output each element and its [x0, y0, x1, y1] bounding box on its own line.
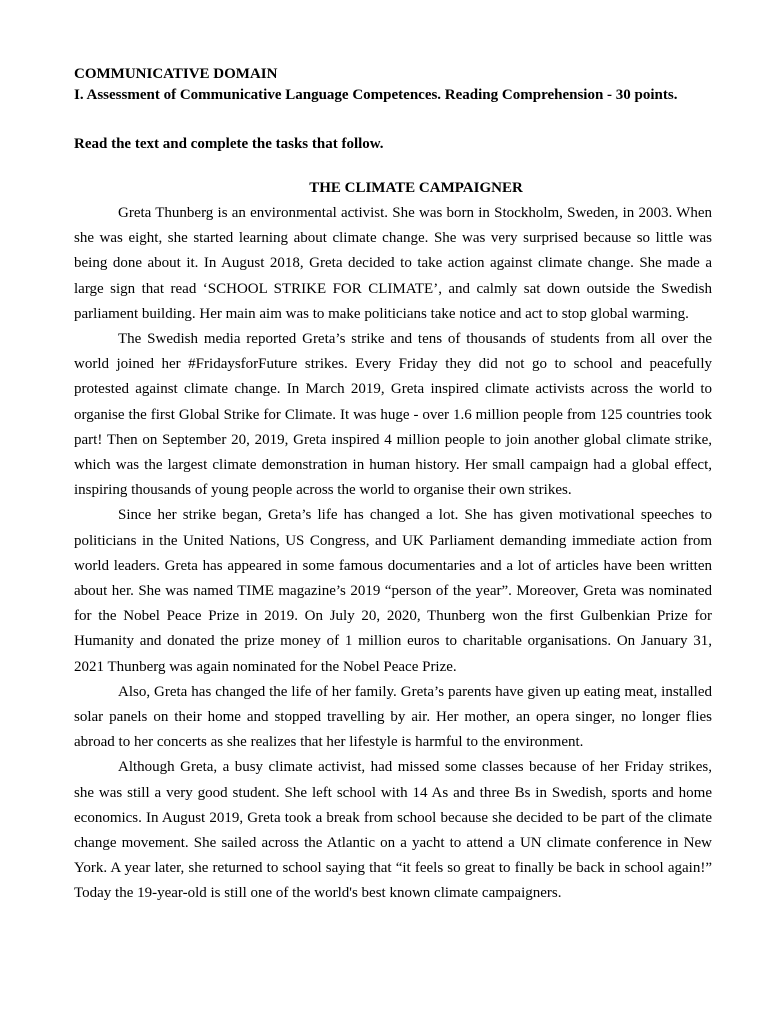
paragraph-3: Since her strike began, Greta’s life has changed a lot. She has given motivational speeches to politicians in the United Nations, US Congress, and UK Parliament demanding immediate action from world leaders. Greta has appeared in some famous documentaries and a lot of articles have been written about her. She was named TIME magazine’s 2019 “person of the year”. Moreover, Greta was nominated for the Nobel Peace Prize in 2019. On July 20, 2020, Thunberg won the first Gulbenkian Prize for Humanity and donated the prize money of 1 million euros to charitable organisations. On January 31, 2021 Thunberg was again nominated for the Nobel Peace Prize.	[74, 507, 712, 675]
paragraph-4: Also, Greta has changed the life of her family. Greta’s parents have given up eating meat, installed solar panels on their home and stopped travelling by air. Her mother, an opera singer, no longer flies abroad to her concerts as she realizes that her lifestyle is harmful to the environment.	[74, 683, 712, 751]
domain-heading: COMMUNICATIVE DOMAIN	[74, 66, 278, 82]
task-instruction: Read the text and complete the tasks that follow.	[74, 136, 384, 152]
article-title: THE CLIMATE CAMPAIGNER	[309, 180, 523, 196]
section-heading: I. Assessment of Communicative Language Competences. Reading Comprehension - 30 points.	[74, 87, 678, 103]
paragraph-2: The Swedish media reported Greta’s strike and tens of thousands of students from all over the world joined her #FridaysforFuture strikes. Every Friday they did not go to school and peacefully protested against climate change. In March 2019, Greta inspired climate activists across the world to organise the first Global Strike for Climate. It was huge - over 1.6 million people from 125 countries took part! Then on September 20, 2019, Greta inspired 4 million people to join another global climate strike, which was the largest climate demonstration in human history. Her small campaign had a global effect, inspiring thousands of young people across the world to organise their own strikes.	[74, 331, 712, 499]
document-page	[74, 64, 712, 907]
article-body	[74, 201, 712, 907]
paragraph-1: Greta Thunberg is an environmental activist. She was born in Stockholm, Sweden, in 2003. When she was eight, she started learning about climate change. She was very surprised because so little was being done about it. In August 2018, Greta decided to take action against climate change. She made a large sign that read ‘SCHOOL STRIKE FOR CLIMATE’, and calmly sat down outside the Swedish parliament building. Her main aim was to make politicians take notice and act to stop global warming.	[74, 205, 712, 322]
paragraph-5: Although Greta, a busy climate activist, had missed some classes because of her Friday strikes, she was still a very good student. She left school with 14 As and three Bs in Swedish, sports and home economics. In August 2019, Greta took a break from school because she decided to be part of the climate change movement. She sailed across the Atlantic on a yacht to attend a UN climate conference in New York. A year later, she returned to school saying that “it feels so great to finally be back in school again!” Today the 19-year-old is still one of the world's best known climate campaigners.	[74, 759, 712, 902]
